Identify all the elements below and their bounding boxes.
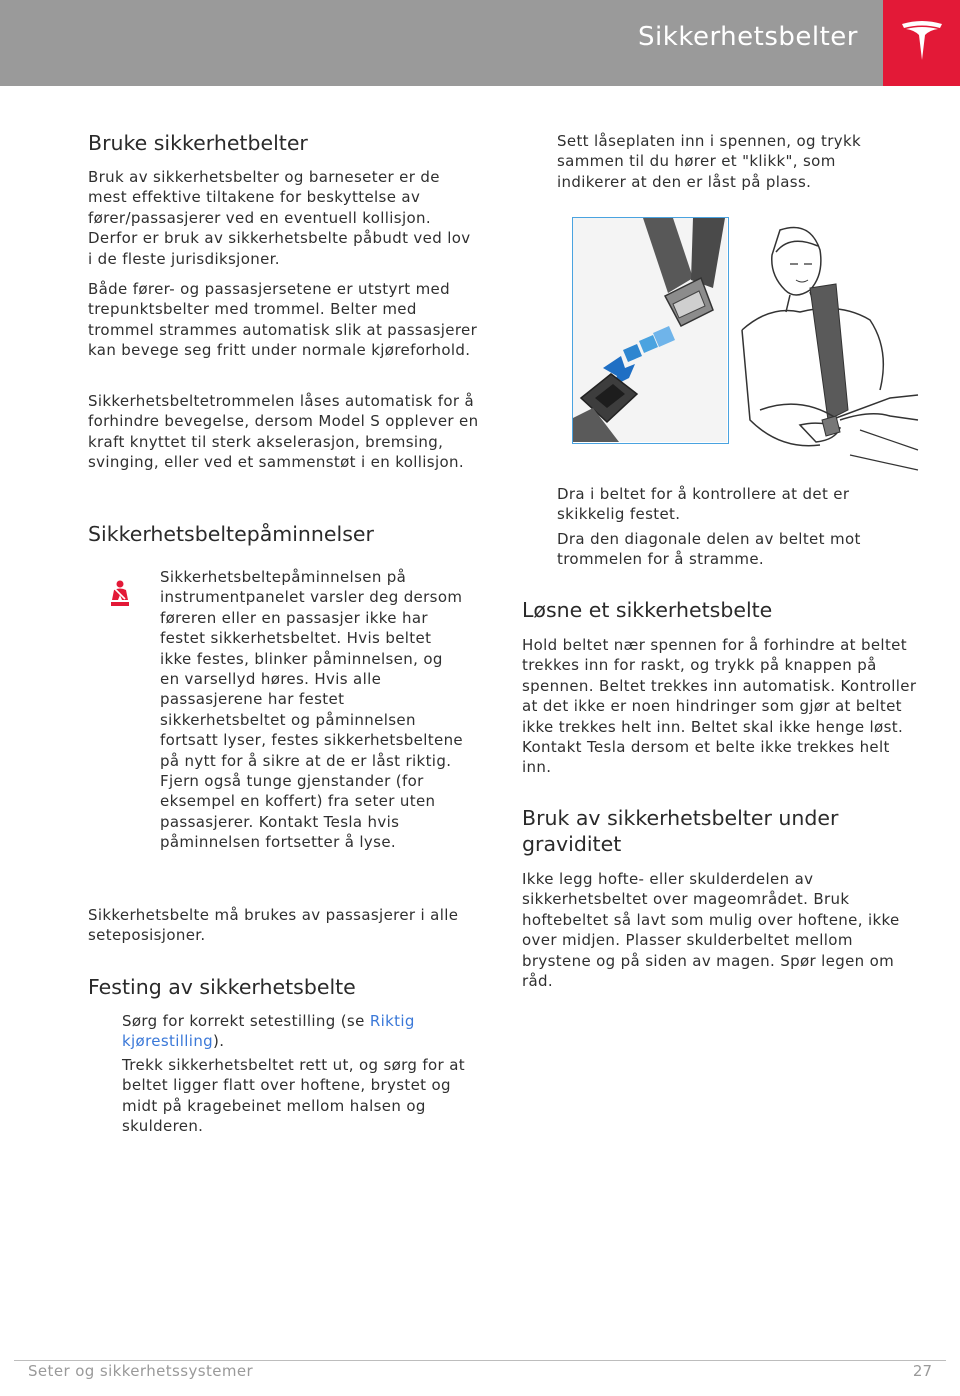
festing-step-2: Trekk sikkerhetsbeltet rett ut, og sørg for at beltet ligger flatt over hoftene, brystet og midt på kragebeinet mellom halsen og skulderen. xyxy=(122,1056,465,1136)
buckle-insert-drawing xyxy=(573,218,727,442)
paragraph-bruke-1: Bruk av sikkerhetsbelter og barneseter er de mest effektive tiltakene for beskyttelse av fører/passasjerer ved en eventuell kollisjon. Derfor er bruk av sikkerhetsbelte påbudt ved lov i de fleste jurisdiksjoner. xyxy=(88,168,471,268)
paragraph-losne: Hold beltet nær spennen for å forhindre at beltet trekkes inn for raskt, og trykk på knappen på spennen. Beltet trekkes inn automatisk. Kontroller at det ikke er noen hindringer som gjør at beltet ikke trekkes helt inn. Beltet skal ikke henge løst. Kontakt Tesla dersom et belte ikke trekkes helt inn. xyxy=(522,636,917,777)
section-heading-paminnelser: Sikkerhetsbeltepåminnelser xyxy=(88,522,374,546)
festing-step-4: Dra i beltet for å kontrollere at det er skikkelig festet. xyxy=(557,485,850,524)
festing-step-5: Dra den diagonale delen av beltet mot trommelen for å stramme. xyxy=(557,530,861,569)
seatbelt-warning-icon xyxy=(107,580,133,608)
paragraph-bruke-2: Både fører- og passasjersetene er utstyrt med trepunktsbelter med trommel. Belter med trommel strammes automatisk slik at passasjerer kan bevege seg fritt under normale kjøreforhold. xyxy=(88,280,478,360)
buckle-closeup-illustration xyxy=(572,217,729,444)
footer-divider xyxy=(14,1360,946,1361)
brand-logo-box xyxy=(883,0,960,86)
festing-step-3: Sett låseplaten inn i spennen, og trykk sammen til du hører et "klikk", som indikerer at den er låst på plass. xyxy=(557,132,862,191)
reminder-note: Sikkerhetsbeltepåminnelsen på instrumentpanelet varsler deg dersom føreren eller en passasjer ikke har festet sikkerhetsbeltet. Hvis beltet ikke festes, blinker påminnelsen, og en varsellyd høres. Hvis alle passasjerene har festet sikkerhetsbeltet og påminnelsen fortsatt lyser, festes sikkerhetsbeltene på nytt for å sikre at de er låst riktig. Fjern også tunge gjenstander (for eksempel en koffert) fra seter uten passasjerer. Kontakt Tesla hvis påminnelsen fortsetter å lyse. xyxy=(160,568,463,852)
tesla-logo-icon xyxy=(896,16,948,68)
section-heading-losne: Løsne et sikkerhetsbelte xyxy=(522,598,773,622)
paragraph-graviditet: Ikke legg hofte- eller skulderdelen av sikkerhetsbeltet over mageområdet. Bruk hoftebeltet så lavt som mulig over hoftene, ikke over midjen. Plasser skulderbeltet mellom brystene og på siden av magen. Spør legen om råd. xyxy=(522,870,900,991)
footer-section-name: Seter og sikkerhetssystemer xyxy=(28,1362,254,1380)
page-title: Sikkerhetsbelter xyxy=(638,22,858,52)
festing-step-1-text: Sørg for korrekt setestilling (se xyxy=(122,1012,370,1030)
section-heading-graviditet: Bruk av sikkerhetsbelter under graviditet xyxy=(522,806,839,856)
festing-step-1-end: ). xyxy=(213,1032,225,1051)
paragraph-bruke-3: Sikkerhetsbeltetrommelen låses automatisk for å forhindre bevegelse, dersom Model S opplever en kraft knyttet til sterk akselerasjon, bremsing, svinging, eller ved et sammenstøt i en kollisjon. xyxy=(88,392,479,472)
paragraph-alle-seter: Sikkerhetsbelte må brukes av passasjerer i alle seteposisjoner. xyxy=(88,906,459,945)
section-heading-bruke: Bruke sikkerhetbelter xyxy=(88,131,308,155)
section-heading-festing: Festing av sikkerhetsbelte xyxy=(88,975,356,999)
link-riktig-kjorestilling[interactable]: Riktig kjørestilling xyxy=(122,1012,415,1051)
festing-step-1 xyxy=(122,1011,472,1052)
page-header xyxy=(0,0,960,86)
person-buckling-illustration xyxy=(740,220,920,480)
footer-page-number: 27 xyxy=(912,1362,932,1380)
